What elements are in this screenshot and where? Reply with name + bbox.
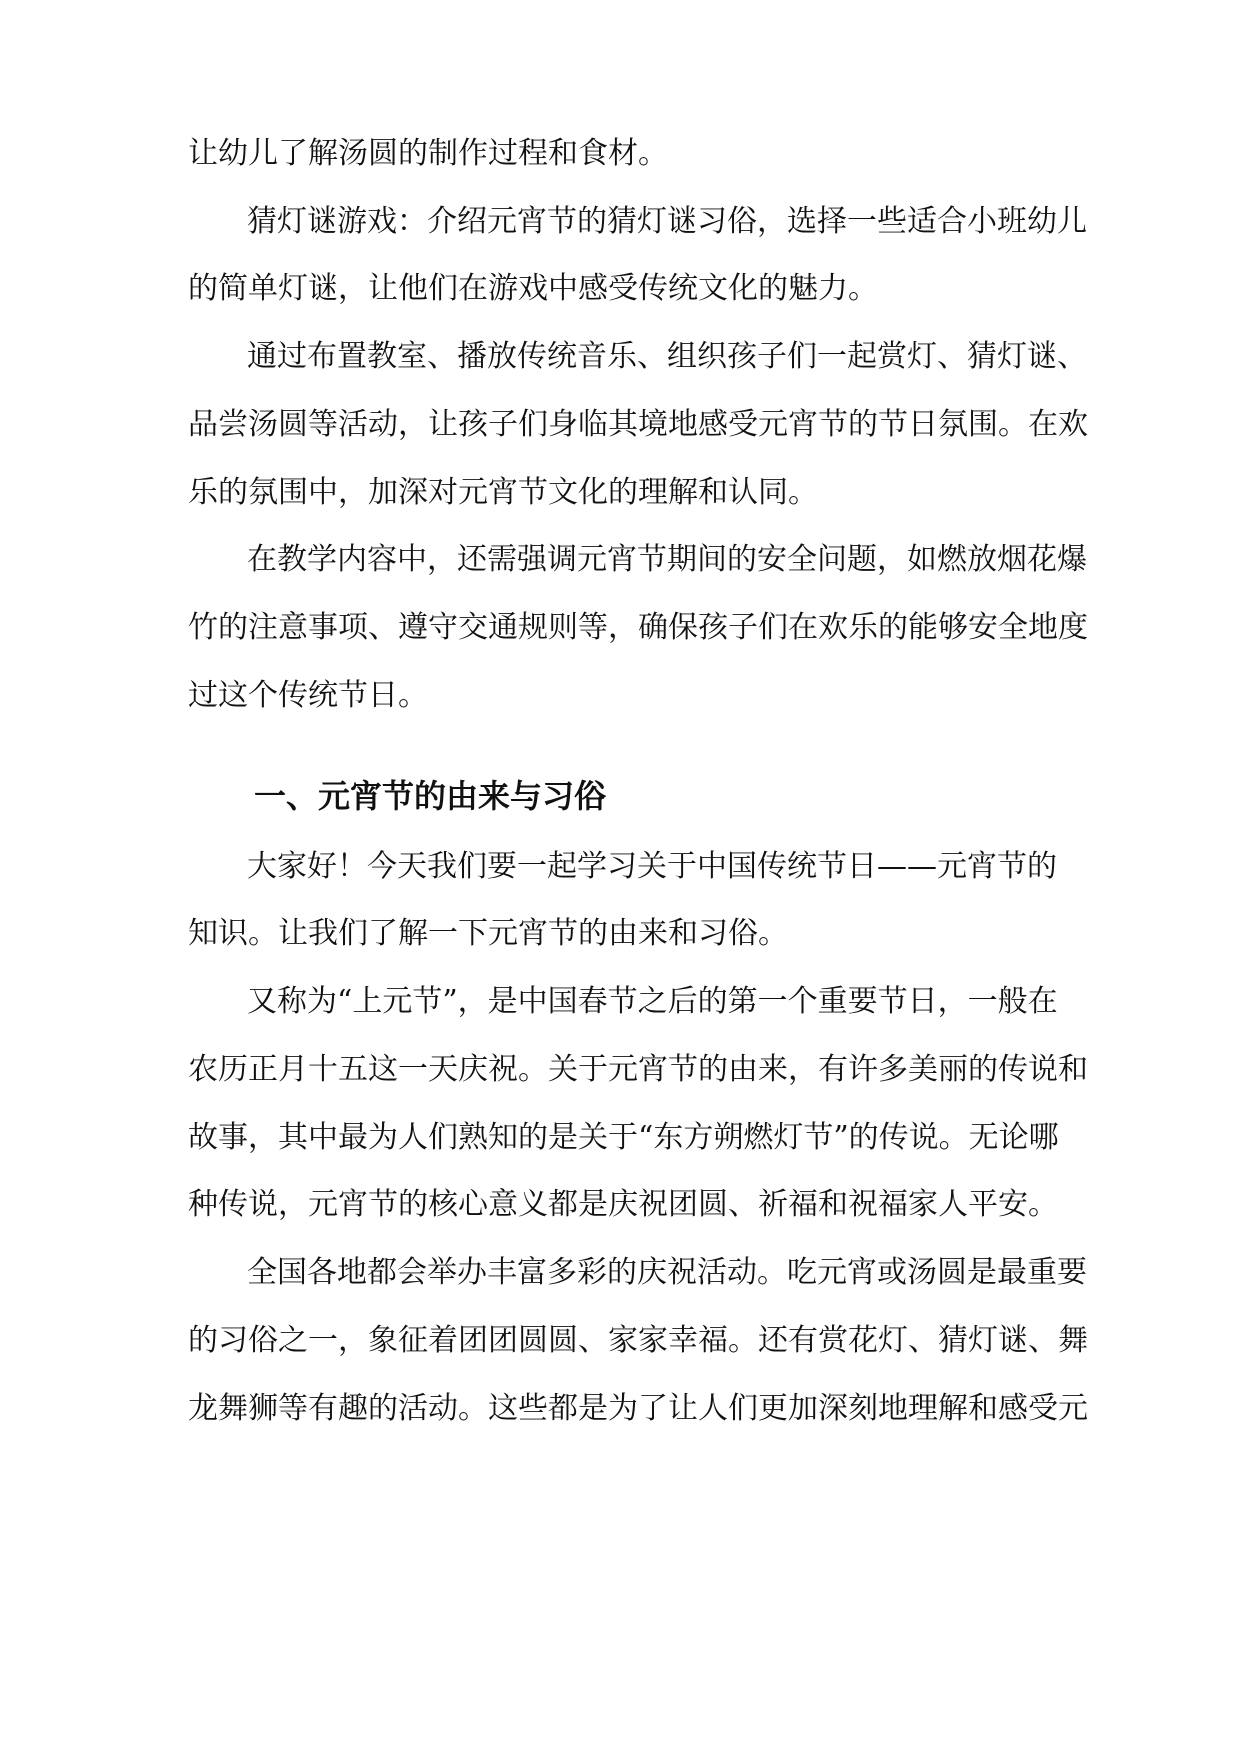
paragraph-line: 知识。让我们了解一下元宵节的由来和习俗。: [188, 916, 788, 951]
paragraph-line: 品尝汤圆等活动，让孩子们身临其境地感受元宵节的节日氛围。在欢: [188, 407, 1088, 442]
paragraph-line: 故事，其中最为人们熟知的是关于“东方朔燃灯节”的传说。无论哪: [188, 1120, 1059, 1155]
paragraph-line: 全国各地都会举办丰富多彩的庆祝活动。吃元宵或汤圆是最重要: [247, 1255, 1087, 1290]
paragraph-line: 大家好！今天我们要一起学习关于中国传统节日——元宵节的: [247, 849, 1057, 884]
paragraph-line: 猜灯谜游戏：介绍元宵节的猜灯谜习俗，选择一些适合小班幼儿: [247, 204, 1087, 239]
paragraph-line: 又称为“上元节”，是中国春节之后的第一个重要节日，一般在: [247, 984, 1058, 1019]
paragraph-line: 的简单灯谜，让他们在游戏中感受传统文化的魅力。: [188, 271, 878, 306]
paragraph-line: 农历正月十五这一天庆祝。关于元宵节的由来，有许多美丽的传说和: [188, 1052, 1088, 1087]
paragraph-line: 通过布置教室、播放传统音乐、组织孩子们一起赏灯、猜灯谜、: [247, 339, 1087, 374]
paragraph-line: 的习俗之一，象征着团团圆圆、家家幸福。还有赏花灯、猜灯谜、舞: [188, 1323, 1088, 1358]
paragraph-line: 乐的氛围中，加深对元宵节文化的理解和认同。: [188, 475, 818, 510]
section-heading: 一、元宵节的由来与习俗: [254, 777, 607, 815]
paragraph-line: 龙舞狮等有趣的活动。这些都是为了让人们更加深刻地理解和感受元: [188, 1391, 1088, 1426]
paragraph-line: 在教学内容中，还需强调元宵节期间的安全问题，如燃放烟花爆: [247, 542, 1087, 577]
paragraph-line: 过这个传统节日。: [188, 678, 428, 713]
paragraph-line: 种传说，元宵节的核心意义都是庆祝团圆、祈福和祝福家人平安。: [188, 1187, 1058, 1222]
paragraph-line: 竹的注意事项、遵守交通规则等，确保孩子们在欢乐的能够安全地度: [188, 610, 1088, 645]
paragraph-line: 让幼儿了解汤圆的制作过程和食材。: [188, 136, 668, 171]
